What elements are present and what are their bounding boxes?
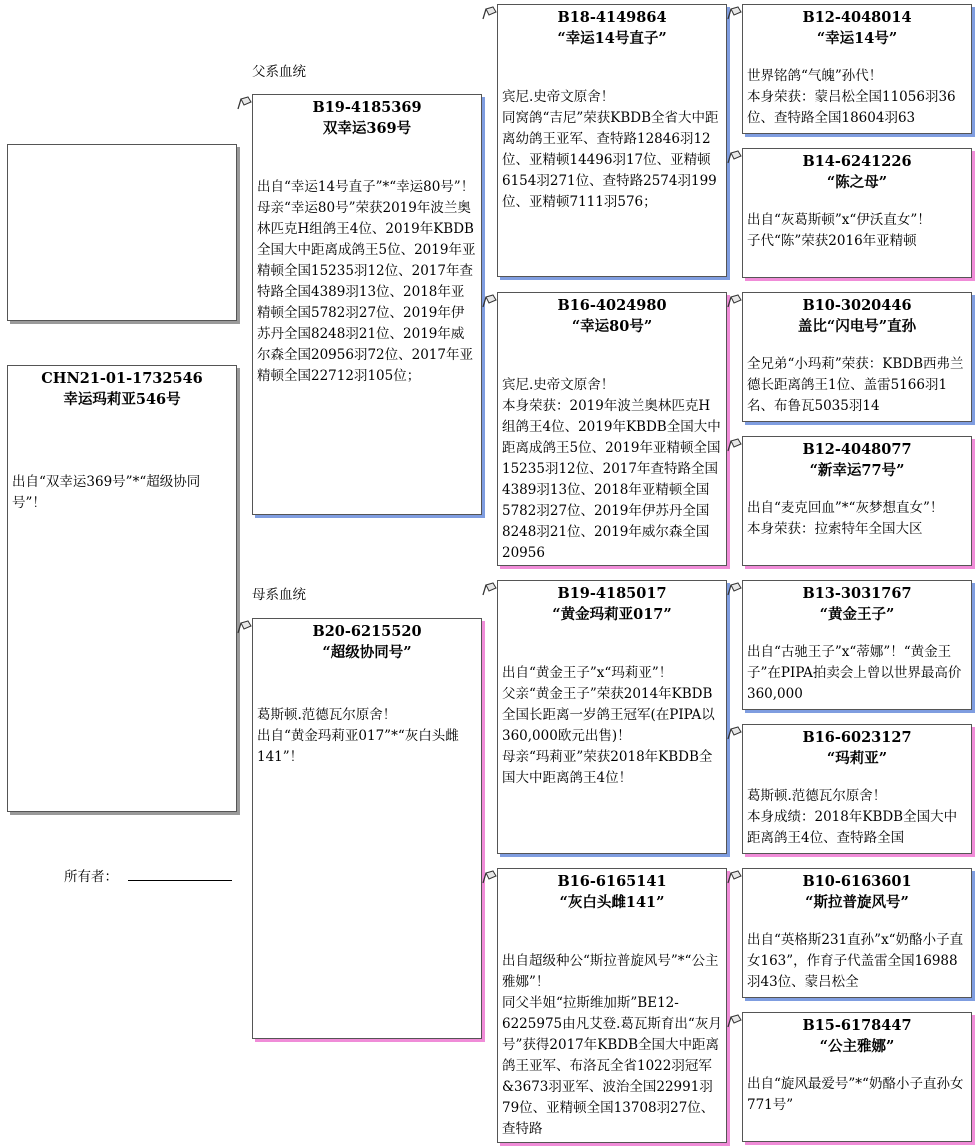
dsd-ring: B16-6023127 (802, 729, 912, 746)
sire-dam-name: “幸运80号” (571, 318, 653, 335)
sire-sire-text: 宾尼.史帝文原舍！ 同窝鸽“吉尼”荣获KBDB全省大中距离幼鸽王亚军、查特路12846羽12位、亚精顿14496羽17位、亚精顿6154羽271位、查特路2574羽199位、亚精顿7111羽576； (502, 89, 719, 210)
subject-ring: CHN21-01-1732546 (41, 370, 203, 387)
ddd-name: “公主雅娜” (819, 1038, 895, 1055)
sire-line-label: 父系血统 (252, 64, 306, 80)
dam-ring: B20-6215520 (312, 623, 422, 640)
sdd-card (742, 436, 972, 566)
dds-text: 出自“英格斯231直孙”x“奶酪小子直女163”，作育子代盖雷全国16988羽43位、蒙吕松全 (747, 932, 964, 990)
dam-dam-card (497, 868, 727, 1143)
flag-icon (726, 6, 742, 20)
sss-text: 世界铭鸽“气魄”孙代！ 本身荣获：蒙吕松全国11056羽36位、查特路全国18604羽63 (747, 68, 956, 126)
flag-icon (726, 1014, 742, 1028)
photo-frame (7, 144, 237, 321)
flag-icon (481, 870, 497, 884)
sire-dam-card (497, 292, 727, 566)
sire-dam-text: 宾尼.史帝文原舍！ 本身荣获：2019年波兰奥林匹克H组鸽王4位、2019年KBDB全国大中距离成鸽王5位、2019年亚精顿全国15235羽12位、2017年查特路全国4389羽13位、2018年亚精顿全国5782羽27位、2019年伊苏丹全国8248羽21位、2019年威尔森全国20956 (502, 377, 721, 561)
sds-name: 盖比“闪电号”直孙 (797, 318, 917, 335)
sire-text: 出自“幸运14号直子”*“幸运80号”！ 母亲“幸运80号”荣获2019年波兰奥林匹克H组鸽王4位、2019年KBDB全国大中距离成鸽王5位、2019年亚精顿全国15235羽12位、2017年查特路全国4389羽13位、2018年亚精顿全国5782羽27位、2019年伊苏丹全国8248羽21位、2019年威尔森全国20956羽72位、2017年亚精顿全国22712羽105位； (257, 179, 476, 384)
owner-underline (128, 880, 232, 881)
sds-ring: B10-3020446 (802, 297, 912, 314)
ssd-ring: B14-6241226 (802, 153, 912, 170)
dds-card (742, 868, 972, 998)
flag-icon (726, 294, 742, 308)
dam-name: “超级协同号” (322, 644, 412, 661)
sdd-text: 出自“麦克回血”*“灰梦想直女”！ 本身荣获：拉索特年全国大区 (747, 500, 944, 537)
ssd-card (742, 148, 972, 278)
dam-dam-text: 出自超级种公“斯拉普旋风号”*“公主雅娜”！ 同父半姐“拉斯维加斯”BE12-6225975由凡艾登.葛瓦斯育出“灰月号”获得2017年KBDB全国大中距离鸽王亚军、布洛瓦全省1022羽冠军&3673羽亚军、波治全国22991羽79位、亚精顿全国13708羽27位、查特路 (502, 953, 722, 1137)
subject-text: 出自“双幸运369号”*“超级协同号”！ (12, 474, 201, 511)
dam-line-label: 母系血统 (252, 587, 306, 603)
flag-icon (236, 96, 252, 110)
dam-text: 葛斯顿.范德瓦尔原舍！ 出自“黄金玛莉亚017”*“灰白头雌141”！ (257, 707, 459, 765)
ddd-text: 出自“旋风最爱号”*“奶酪小子直孙女771号” (747, 1076, 964, 1113)
dsd-text: 葛斯顿.范德瓦尔原舍！ 本身成绩：2018年KBDB全国大中距离鸽王4位、查特路全国 (747, 788, 958, 846)
dam-sire-text: 出自“黄金王子”x“玛莉亚”！ 父亲“黄金王子”荣获2014年KBDB全国长距离一岁鸽王冠军(在PIPA以360,000欧元出售)！ 母亲“玛莉亚”荣获2018年KBDB全国大中距离鸽王4位！ (502, 665, 715, 786)
flag-icon (726, 870, 742, 884)
ssd-text: 出自“灰葛斯顿”x“伊沃直女”！ 子代“陈”荣获2016年亚精顿 (747, 212, 931, 249)
sire-card (252, 94, 482, 515)
dam-sire-card (497, 580, 727, 854)
flag-icon (726, 726, 742, 740)
sire-sire-ring: B18-4149864 (557, 9, 667, 26)
ddd-ring: B15-6178447 (802, 1017, 912, 1034)
dsd-card (742, 724, 972, 854)
flag-icon (726, 582, 742, 596)
flag-icon (236, 620, 252, 634)
dam-dam-ring: B16-6165141 (557, 873, 667, 890)
flag-icon (726, 150, 742, 164)
sss-ring: B12-4048014 (802, 9, 912, 26)
flag-icon (481, 6, 497, 20)
sire-name: 双幸运369号 (322, 120, 412, 137)
sds-card (742, 292, 972, 422)
dss-card (742, 580, 972, 710)
dam-card (252, 618, 482, 1039)
dss-name: “黄金王子” (819, 606, 895, 623)
dam-dam-name: “灰白头雌141” (559, 894, 665, 911)
subject-name: 幸运玛莉亚546号 (63, 391, 181, 408)
dam-sire-name: “黄金玛莉亚017” (552, 606, 672, 623)
sdd-ring: B12-4048077 (802, 441, 912, 458)
dds-ring: B10-6163601 (802, 873, 912, 890)
owner-label: 所有者： (64, 869, 118, 885)
flag-icon (481, 294, 497, 308)
sire-sire-name: “幸运14号直子” (557, 30, 667, 47)
ddd-card (742, 1012, 972, 1142)
dss-ring: B13-3031767 (802, 585, 912, 602)
dss-text: 出自“古驰王子”x“蒂娜”！“黄金王子”在PIPA拍卖会上曾以世界最高价360,000 (747, 644, 962, 702)
dds-name: “斯拉普旋风号” (805, 894, 909, 911)
sire-ring: B19-4185369 (312, 99, 422, 116)
sds-text: 全兄弟“小玛莉”荣获：KBDB西弗兰德长距离鸽王1位、盖雷5166羽1名、布鲁瓦5035羽14 (747, 356, 964, 414)
sss-card (742, 4, 972, 134)
dsd-name: “玛莉亚” (826, 750, 888, 767)
sire-sire-card (497, 4, 727, 277)
subject-card (7, 365, 237, 812)
sire-dam-ring: B16-4024980 (557, 297, 667, 314)
dam-sire-ring: B19-4185017 (557, 585, 667, 602)
flag-icon (481, 582, 497, 596)
flag-icon (726, 438, 742, 452)
sdd-name: “新幸运77号” (809, 462, 905, 479)
sss-name: “幸运14号” (816, 30, 898, 47)
ssd-name: “陈之母” (826, 174, 888, 191)
